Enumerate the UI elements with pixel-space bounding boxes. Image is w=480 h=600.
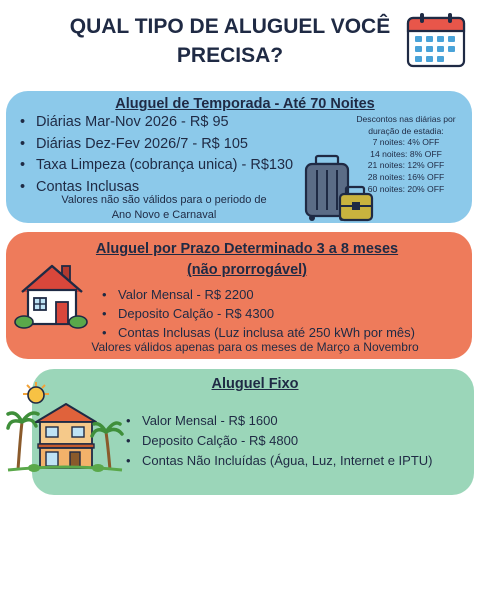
- list-item: • Contas Não Incluídas (Água, Luz, Internet e IPTU): [126, 451, 432, 471]
- short-term-rental-title: Aluguel de Temporada - Até 70 Noites: [115, 96, 375, 112]
- fixed-term-note: Valores válidos apenas para os meses de Março a Novembro: [91, 340, 419, 354]
- house-icon: [12, 258, 90, 330]
- title-line-2: PRECISA?: [176, 44, 284, 67]
- calendar-icon: [406, 12, 466, 68]
- list-item: • Diárias Dez-Fev 2026/7 - R$ 105: [20, 134, 293, 156]
- discount-line: 28 noites: 16% OFF: [367, 171, 445, 182]
- discount-line: Descontos nas diárias por: [356, 114, 456, 124]
- permanent-rental-title: Aluguel Fixo: [211, 376, 299, 392]
- discount-line: 60 noites: 20% OFF: [367, 183, 445, 194]
- discount-line: 7 noites: 4% OFF: [372, 137, 440, 148]
- fixed-term-rental-title: Aluguel por Prazo Determinado 3 a 8 meses (não prorrogável): [95, 241, 399, 278]
- list-item: • Valor Mensal - R$ 1600: [126, 411, 432, 431]
- beach-house-icon: [6, 380, 124, 474]
- title-line-1: QUAL TIPO DE ALUGUEL VOCÊ: [69, 15, 391, 38]
- list-item: • Contas Inclusas: [20, 177, 293, 199]
- discount-line: 21 noites: 12% OFF: [367, 160, 445, 171]
- permanent-rental-list: [126, 411, 432, 471]
- page-title: [60, 12, 400, 70]
- short-term-note: Valores não são válidos para o periodo de Ano Novo e Carnaval: [61, 194, 267, 221]
- list-item: • Diárias Mar-Nov 2026 - R$ 95: [20, 112, 293, 134]
- luggage-icon: [302, 154, 376, 224]
- list-item: • Deposito Calção - R$ 4300: [102, 304, 415, 323]
- fixed-term-rental-list: [102, 285, 415, 342]
- list-item: • Valor Mensal - R$ 2200: [102, 285, 415, 304]
- list-item: • Deposito Calção - R$ 4800: [126, 431, 432, 451]
- list-item: • Taxa Limpeza (cobrança unica) - R$130: [20, 155, 293, 177]
- short-term-rental-list: [20, 112, 293, 198]
- list-item: • Contas Inclusas (Luz inclusa até 250 kWh por mês): [102, 323, 415, 342]
- discount-line: duração de estadia:: [368, 125, 444, 136]
- discount-line: 14 noites: 8% OFF: [370, 148, 442, 159]
